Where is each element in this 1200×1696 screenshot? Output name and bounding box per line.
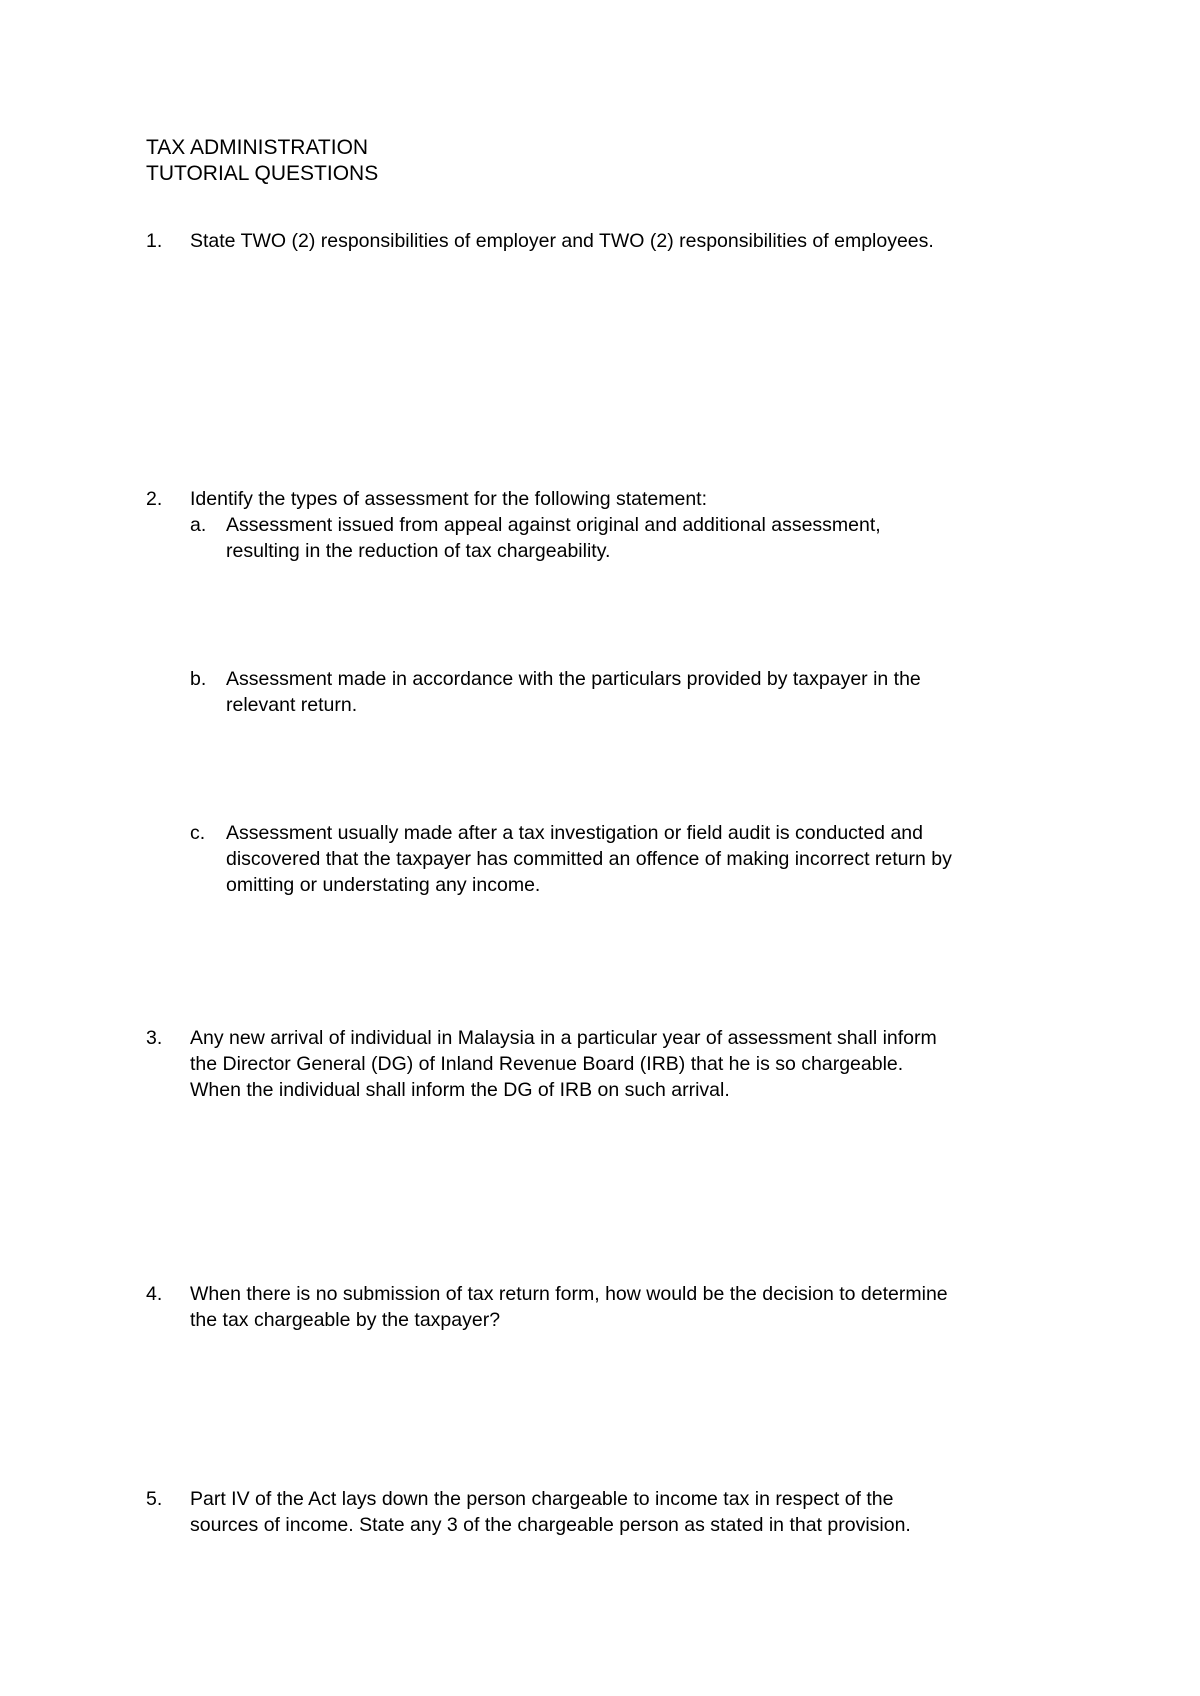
document-subtitle: TUTORIAL QUESTIONS — [146, 162, 379, 185]
part-letter: b. — [190, 668, 207, 690]
question-text-line: the tax chargeable by the taxpayer? — [190, 1309, 501, 1331]
part-text-line: omitting or understating any income. — [226, 874, 541, 896]
question-number: 5. — [146, 1488, 163, 1510]
question-text-line: Any new arrival of individual in Malaysia in a particular year of assessment shall inform — [190, 1027, 937, 1049]
part-letter: c. — [190, 822, 206, 844]
question-number: 4. — [146, 1283, 163, 1305]
part-letter: a. — [190, 514, 207, 536]
question-number: 3. — [146, 1027, 163, 1049]
part-text-line: resulting in the reduction of tax chargeability. — [226, 540, 611, 562]
part-text-line: Assessment issued from appeal against original and additional assessment, — [226, 514, 881, 536]
part-text-line: Assessment made in accordance with the particulars provided by taxpayer in the — [226, 668, 921, 690]
part-text-line: Assessment usually made after a tax investigation or field audit is conducted and — [226, 822, 923, 844]
question-text: Identify the types of assessment for the following statement: — [190, 488, 708, 510]
question-text: State TWO (2) responsibilities of employer and TWO (2) responsibilities of employees. — [190, 230, 934, 252]
part-text-line: relevant return. — [226, 694, 358, 716]
question-text-line: the Director General (DG) of Inland Revenue Board (IRB) that he is so chargeable. — [190, 1053, 904, 1075]
question-text-line: sources of income. State any 3 of the chargeable person as stated in that provision. — [190, 1514, 911, 1536]
part-text-line: discovered that the taxpayer has committed an offence of making incorrect return by — [226, 848, 952, 870]
document-title: TAX ADMINISTRATION — [146, 136, 369, 159]
question-text-line: When the individual shall inform the DG of IRB on such arrival. — [190, 1079, 730, 1101]
question-text-line: When there is no submission of tax return form, how would be the decision to determine — [190, 1283, 948, 1305]
question-number: 2. — [146, 488, 163, 510]
question-number: 1. — [146, 230, 163, 252]
question-text-line: Part IV of the Act lays down the person chargeable to income tax in respect of the — [190, 1488, 894, 1510]
